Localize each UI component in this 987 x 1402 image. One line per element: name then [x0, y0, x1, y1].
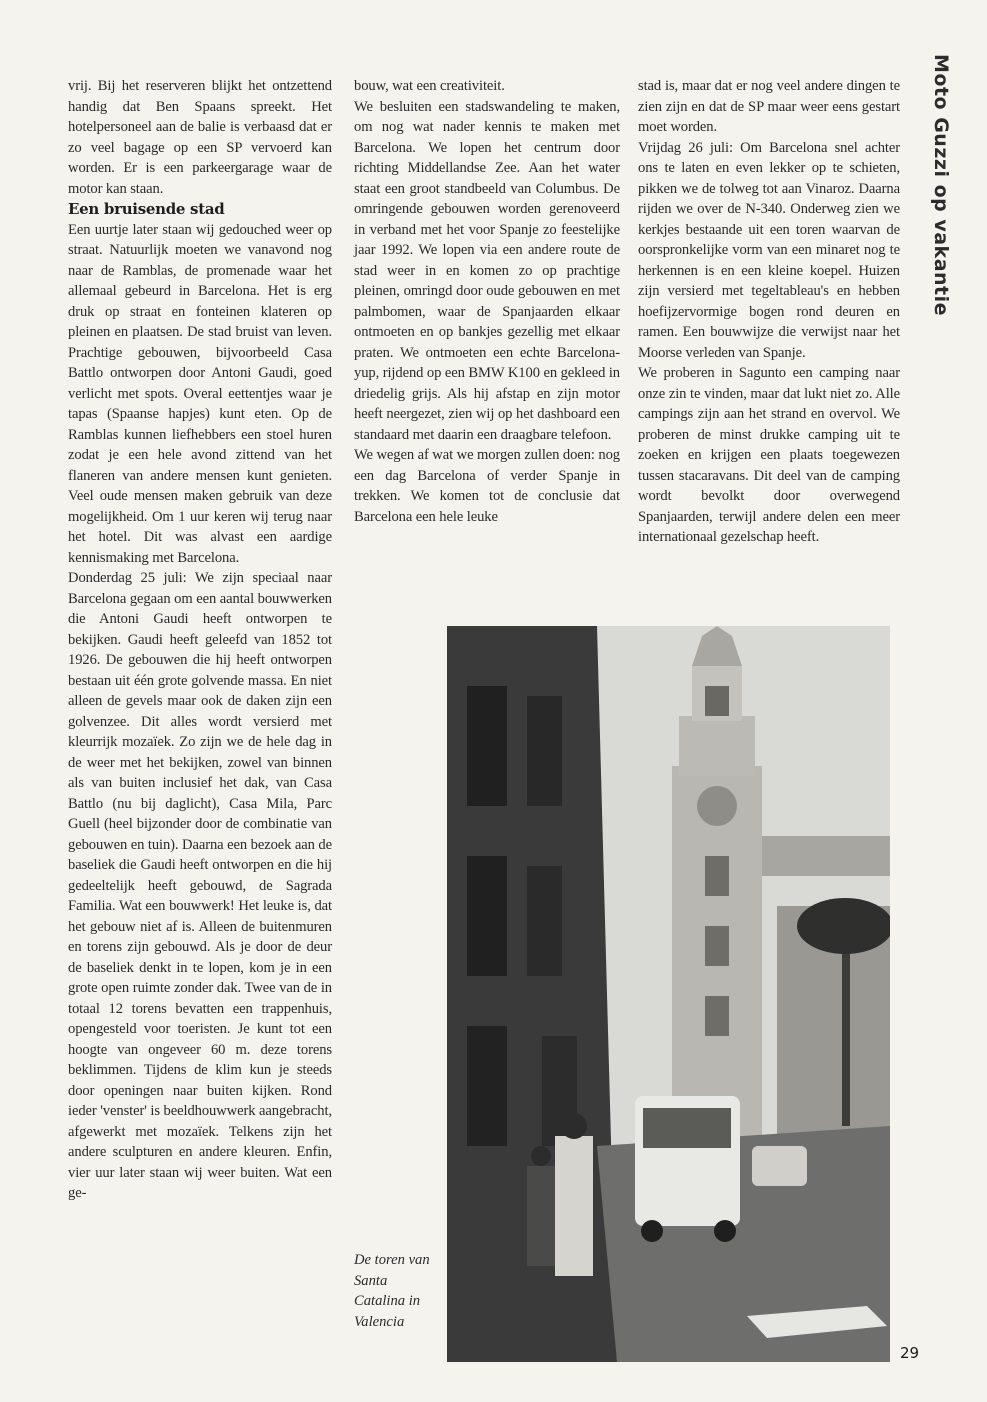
text-column-1 [68, 76, 332, 1204]
side-title: Moto Guzzi op vakantie [930, 54, 952, 317]
clock-face [697, 786, 737, 826]
paragraph: We wegen af wat we morgen zullen doen: nog een dag Barcelona of verder Spanje in trekken. We komen tot de conclusie dat Barcelona een hele leuke [354, 447, 620, 525]
photo-caption [354, 1250, 444, 1332]
text-column-3 [638, 76, 900, 548]
paragraph: Vrijdag 26 juli: Om Barcelona snel achter ons te laten en even lekker op te schieten, pikken we de tolweg tot aan Vinaroz. Daarna rijden we over de N-340. Onderweg zien we kerkjes bestaande uit een toren waarvan de oorspronkelijke vorm van een minaret nog te herkennen is en een kleine koepel. Huizen zijn versierd met tegeltableau's en hebben hoefijzervormige bogen rond deuren en ramen. Een bouwwijze die verwijst naar het Moorse verleden van Spanje. [638, 139, 900, 361]
caption-line: Valencia [354, 1313, 405, 1330]
paragraph: We proberen in Sagunto een camping naar onze zin te vinden, maar dat lukt niet zo. Alle campings zijn aan het strand en overvol. We proberen de minst drukke camping uit te zoeken en krijgen een plaats toegewezen tussen stacaravans. Dit deel van de camping wordt bevolkt door overwegend Spanjaarden, terwijl andere delen een meer internationaal gezelschap heeft. [638, 365, 900, 545]
palm-leaves [797, 898, 890, 954]
text-column-2 [354, 76, 620, 527]
pedestrian [555, 1136, 593, 1276]
page-number: 29 [900, 1344, 920, 1362]
paragraph: bouw, wat een creativiteit. [354, 78, 505, 94]
paragraph: Donderdag 25 juli: We zijn speciaal naar Barcelona gegaan om een aantal bouwwerken die Antoni Gaudi heeft ontworpen te bekijken. Gaudi heeft geleefd van 1852 tot 1926. De gebouwen die hij heeft ontworpen bestaan uit één grote golvende massa. En niet alleen de gevels maar ook de daken zijn een golvenzee. Dit alles wordt versierd met kleurrijk mozaïek. Zo zijn we de hele dag in de weer met het bekijken, zowel van binnen als van buiten inclusief het dak, van Casa Battlo (nu bij daglicht), Casa Mila, Parc Guell (heel bijzonder door de combinatie van gebouwen en tuin). Daarna een bezoek aan de baseliek die Gaudi heeft ontworpen en die hij gedeeltelijk heeft gebouwd, de Sagrada Familia. Wat een bouwwerk! Het leuke is, dat het gebouw niet af is. Alleen de buitenmuren en torens zijn gebouwd. Als je door de deur de baseliek denkt in te lopen, kom je in een grote open ruimte zonder dak. Twee van de in totaal 12 torens bevatten een trappenhuis, opengesteld voor toeristen. Je kunt tot een hoogte van ongeveer 60 m. deze torens beklimmen. Tijdens de klim kun je steeds door openingen naar buiten kijken. Rond ieder 'venster' is beeldhouwwerk aangebracht, afgewerkt met mozaïek. Telkens zijn het andere sculpturen en andere kleuren. Enfin, vier uur later staan wij weer buiten. Wat een ge- [68, 570, 332, 1201]
paragraph: Een uurtje later staan wij gedouched weer op straat. Natuurlijk moeten we vanavond nog naar de Ramblas, de promenade waar het allemaal gebeurd in Barcelona. Het is erg druk op straat en fonteinen klateren op pleinen en plaatsen. De stad bruist van leven. Prachtige gebouwen, bijvoorbeeld Casa Battlo ontworpen door Antoni Gaudi, goed verlicht met spots. Overal eettentjes waar je tapas (Spaanse hapjes) kunt eten. Op de Ramblas kunnen liefhebbers een stoel huren zodat je een hele avond zittend van het flaneren van andere mensen kunt genieten. Veel oude mensen maken gebruik van deze mogelijkheid. Om 1 uur keren wij terug naar het hotel. Dit was alvast een aardige kennismaking met Barcelona. [68, 221, 332, 566]
car [752, 1146, 807, 1186]
photo-bell-tower [447, 626, 890, 1362]
paragraph: We besluiten een stadswandeling te maken, om nog wat nader kennis te maken met Barcelona. We lopen het centrum door richting Middellandse Zee. Aan het water staat een groot standbeeld van Columbus. De omringende gebouwen worden gerenoveerd in verband met het voor Spanje zo feestelijke jaar 1992. We lopen via een andere route de stad weer in en komen zo op prachtige pleinen, omringd door oude gebouwen en met palmbomen, waar de Spanjaarden elkaar ontmoeten en op bankjes gezellig met elkaar praten. We ontmoeten een echte Barcelona-yup, rijdend op een BMW K100 en gekleed in driedelig grijs. Als hij afstap en zijn motor heeft neergezet, zien wij op het dashboard een standaard met daarin een draagbare telefoon. [354, 98, 620, 443]
section-heading: Een bruisende stad [68, 200, 225, 218]
photo-illustration [447, 626, 890, 1362]
caption-line: Santa [354, 1272, 388, 1289]
paragraph: vrij. Bij het reserveren blijkt het ontzettend handig dat Ben Spaans spreekt. Het hotelpersoneel aan de balie is verbaasd dat er zo veel bagage op een SP vervoerd kan worden. Er is een parkeergarage waar de motor kan staan. [68, 78, 332, 197]
caption-line: Catalina in [354, 1293, 421, 1309]
palm-trunk [842, 926, 850, 1126]
paragraph: stad is, maar dat er nog veel andere dingen te zien zijn en dat de SP maar weer eens gestart moet worden. [638, 78, 900, 135]
caption-line: De toren van [354, 1252, 430, 1268]
